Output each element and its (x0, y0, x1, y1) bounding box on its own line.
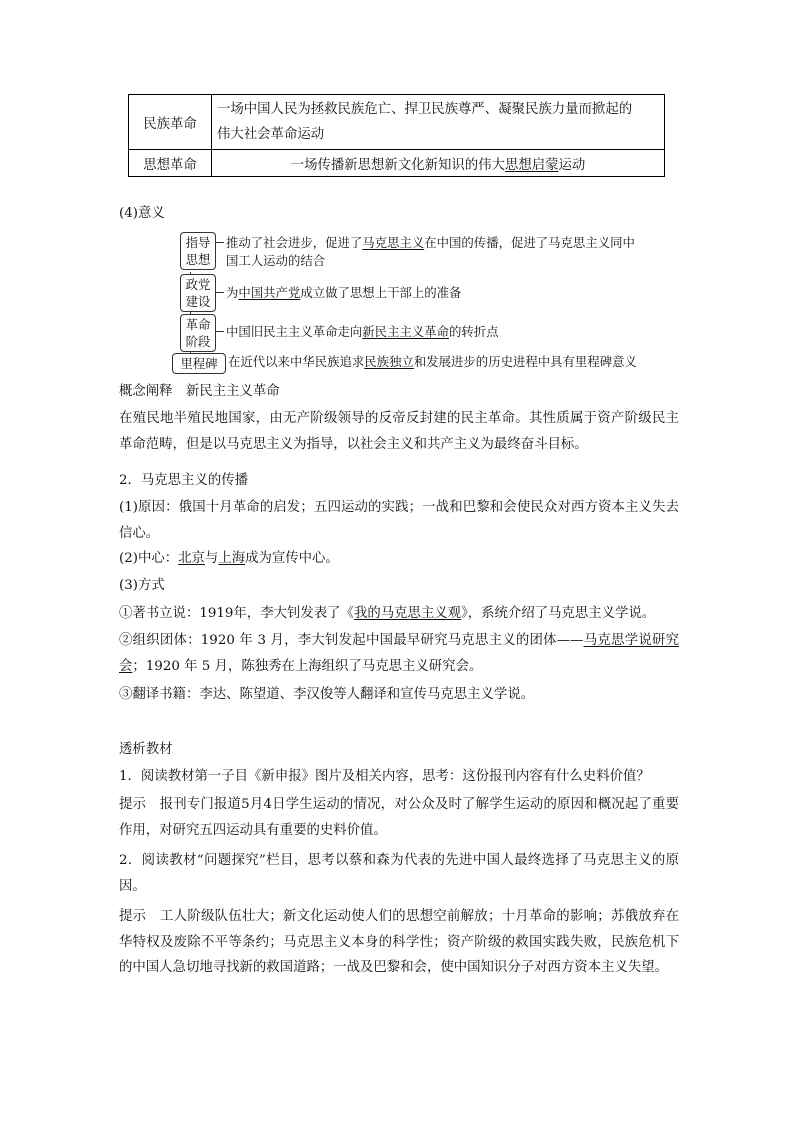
question: 1．阅读教材第一子目《新申报》图片及相关内容，思考：这份报刊内容有什么史料价值？ (119, 769, 650, 784)
milestone-box: 里程碑 (172, 353, 226, 374)
significance-text: 国工人运动的结合 (226, 253, 326, 268)
method-item: ①著书立说：1919年，李大钊发表了《我的马克思主义观》，系统介绍了马克思主义学说。 (119, 606, 656, 621)
significance-text: 中国旧民主主义革命走向新民主主义革命的转折点 (226, 324, 499, 339)
method-item: ②组织团体：1920 年 3 月，李大钊发起中国最早研究马克思主义的团体——马克思学说研究会；1920 年 5 月，陈独秀在上海组织了马克思主义研究会。 (119, 633, 680, 674)
concept-title: 概念阐释 新民主主义革命 (119, 384, 280, 399)
spread-center: (2)中心：北京与上海成为宣传中心。 (119, 551, 339, 566)
significance-diagram (172, 232, 642, 372)
answer: 提示 工人阶级队伍壮大；新文化运动使人们的思想空前解放；十月革命的影响；苏俄放弃在华特权及废除不平等条约；马克思主义本身的科学性；资产阶级的救国实践失败，民族危机下的中国人急切地寻找新的救国道路；一战及巴黎和会，使中国知识分子对西方资本主义失望。 (119, 909, 679, 976)
party-building-box: 政党 建设 (180, 274, 216, 312)
table-row (129, 95, 665, 150)
answer: 提示 报刊专门报道5月4日学生运动的情况，对公众及时了解学生运动的原因和概况起了重要作用，对研究五四运动具有重要的史料价值。 (119, 797, 679, 838)
significance-text: 推动了社会进步，促进了马克思主义在中国的传播，促进了马克思主义同中 (226, 235, 635, 250)
table-key: 民族革命 (129, 95, 212, 150)
revolution-stage-box: 革命 阶段 (180, 314, 216, 352)
table-value: 一场传播新思想新文化新知识的伟大思想启蒙运动 (212, 150, 665, 177)
revolution-table (128, 94, 665, 177)
significance-text: 为中国共产党成立做了思想上干部上的准备 (226, 285, 462, 300)
significance-text: 在近代以来中华民族追求民族独立和发展进步的历史进程中具有里程碑意义 (228, 354, 637, 369)
concept-text: 在殖民地半殖民地国家，由无产阶级领导的反帝反封建的民主革命。其性质属于资产阶级民主革命范畴，但是以马克思主义为指导，以社会主义和共产主义为最终奋斗目标。 (119, 411, 679, 452)
question: 2．阅读教材“问题探究”栏目，思考以蔡和森为代表的先进中国人最终选择了马克思主义的原因。 (119, 853, 679, 894)
table-row (129, 150, 665, 177)
spread-reason: (1)原因：俄国十月革命的启发；五四运动的实践；一战和巴黎和会使民众对西方资本主义失去信心。 (119, 500, 679, 541)
table-value: 一场中国人民为拯救民族危亡、捍卫民族尊严、凝聚民族力量而掀起的 伟大社会革命运动 (212, 95, 665, 150)
method-item: ③翻译书籍：李达、陈望道、李汉俊等人翻译和宣传马克思主义学说。 (119, 687, 535, 702)
guiding-thought-box: 指导 思想 (180, 232, 216, 270)
method-heading: (3)方式 (119, 578, 165, 593)
table-key: 思想革命 (129, 150, 212, 177)
section-heading: 2．马克思主义的传播 (119, 473, 249, 488)
analysis-heading: 透析教材 (119, 742, 173, 757)
significance-heading: (4)意义 (119, 206, 165, 221)
